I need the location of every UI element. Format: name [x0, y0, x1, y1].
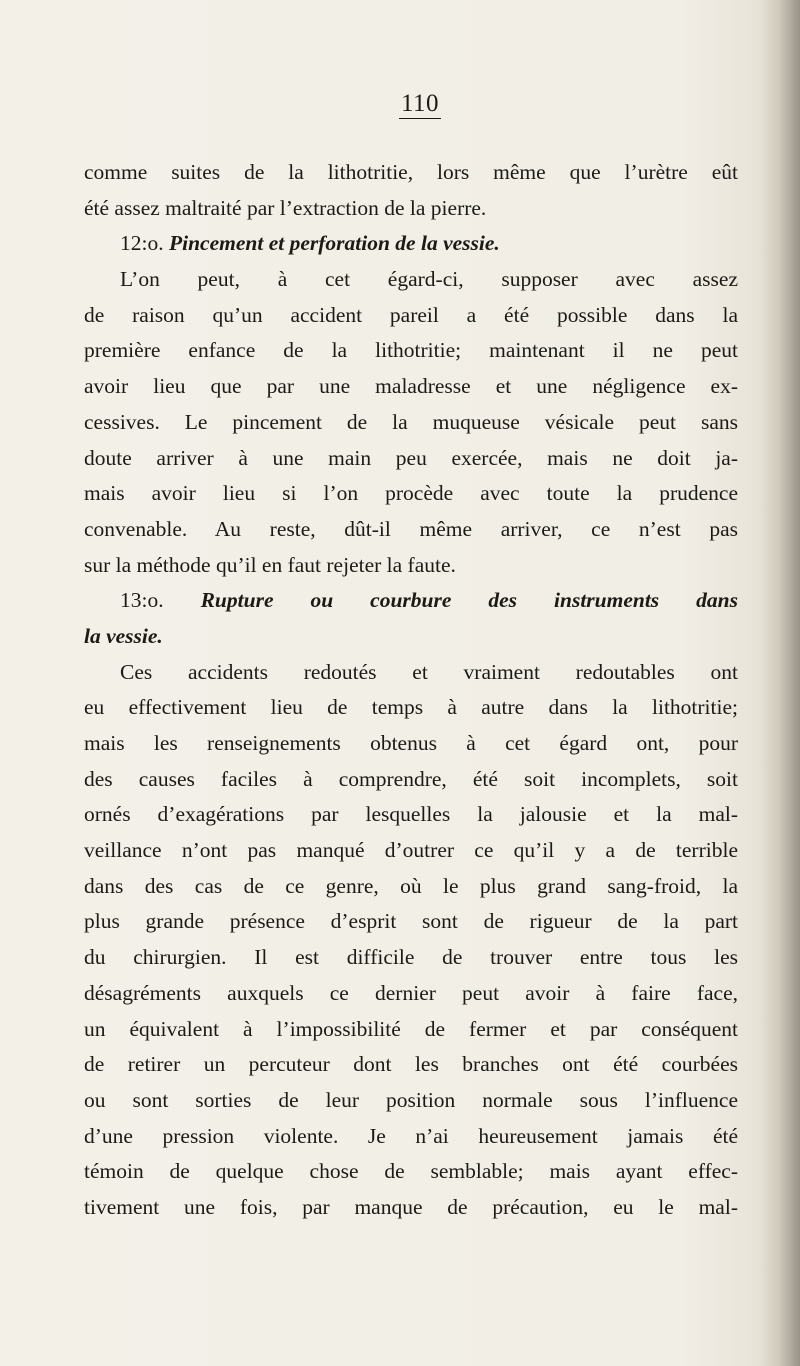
text-line: de raison qu’un accident pareil a été possible dans la: [84, 302, 738, 327]
text-line: convenable. Au reste, dût-il même arriver, ce n’est pas: [84, 516, 738, 541]
text-line: L’on peut, à cet égard-ci, supposer avec assez: [120, 267, 738, 292]
section-heading-12: [84, 226, 738, 262]
text-line: ou sont sorties de leur position normale sous l’influence: [84, 1087, 738, 1112]
section-number: 12:o.: [120, 231, 164, 256]
text-line: témoin de quelque chose de semblable; mais ayant effec-: [84, 1159, 738, 1184]
text-line: dans des cas de ce genre, où le plus grand sang-froid, la: [84, 873, 738, 898]
section-title: Pincement et perforation de la vessie.: [168, 231, 500, 256]
section-number: 13:o.: [120, 588, 164, 613]
text-line: sur la méthode qu’il en faut rejeter la faute.: [84, 552, 456, 577]
text-line: tivement une fois, par manque de précaution, eu le mal-: [84, 1194, 738, 1219]
text-line: des causes faciles à comprendre, été soit incomplets, soit: [84, 766, 738, 791]
text-line: eu effectivement lieu de temps à autre dans la lithotritie;: [84, 695, 738, 720]
text-line: de retirer un percuteur dont les branches ont été courbées: [84, 1052, 738, 1077]
text-line: désagréments auxquels ce dernier peut avoir à faire face,: [84, 980, 738, 1005]
text-line: un équivalent à l’impossibilité de fermer et par conséquent: [84, 1016, 738, 1041]
text-line: d’une pression violente. Je n’ai heureusement jamais été: [84, 1123, 738, 1148]
text-line: été assez maltraité par l’extraction de la pierre.: [84, 195, 487, 220]
section-title: Rupture ou courbure des instruments dans: [200, 588, 738, 613]
text-line: Ces accidents redoutés et vraiment redoutables ont: [120, 659, 738, 684]
text-line: comme suites de la lithotritie, lors même que l’urètre eût: [84, 160, 738, 184]
text-line: plus grande présence d’esprit sont de rigueur de la part: [84, 909, 738, 934]
section-title-continued: la vessie.: [84, 623, 163, 648]
text-line: ornés d’exagérations par lesquelles la jalousie et la mal-: [84, 802, 738, 827]
text-line: cessives. Le pincement de la muqueuse vésicale peut sans: [84, 409, 738, 434]
page-edge-shadow: [760, 0, 800, 1366]
text-line: avoir lieu que par une maladresse et une négligence ex-: [84, 374, 738, 399]
text-line: mais avoir lieu si l’on procède avec toute la prudence: [84, 481, 738, 506]
body-text: [84, 155, 738, 1226]
text-line: veillance n’ont pas manqué d’outrer ce qu’il y a de terrible: [84, 838, 738, 863]
text-line: doute arriver à une main peu exercée, mais ne doit ja-: [84, 445, 738, 470]
text-line: première enfance de la lithotritie; maintenant il ne peut: [84, 338, 738, 363]
page-number: 110: [400, 90, 440, 117]
text-line: mais les renseignements obtenus à cet égard ont, pour: [84, 731, 738, 755]
section-heading-13: [84, 583, 738, 619]
text-line: du chirurgien. Il est difficile de trouver entre tous les: [84, 945, 738, 970]
